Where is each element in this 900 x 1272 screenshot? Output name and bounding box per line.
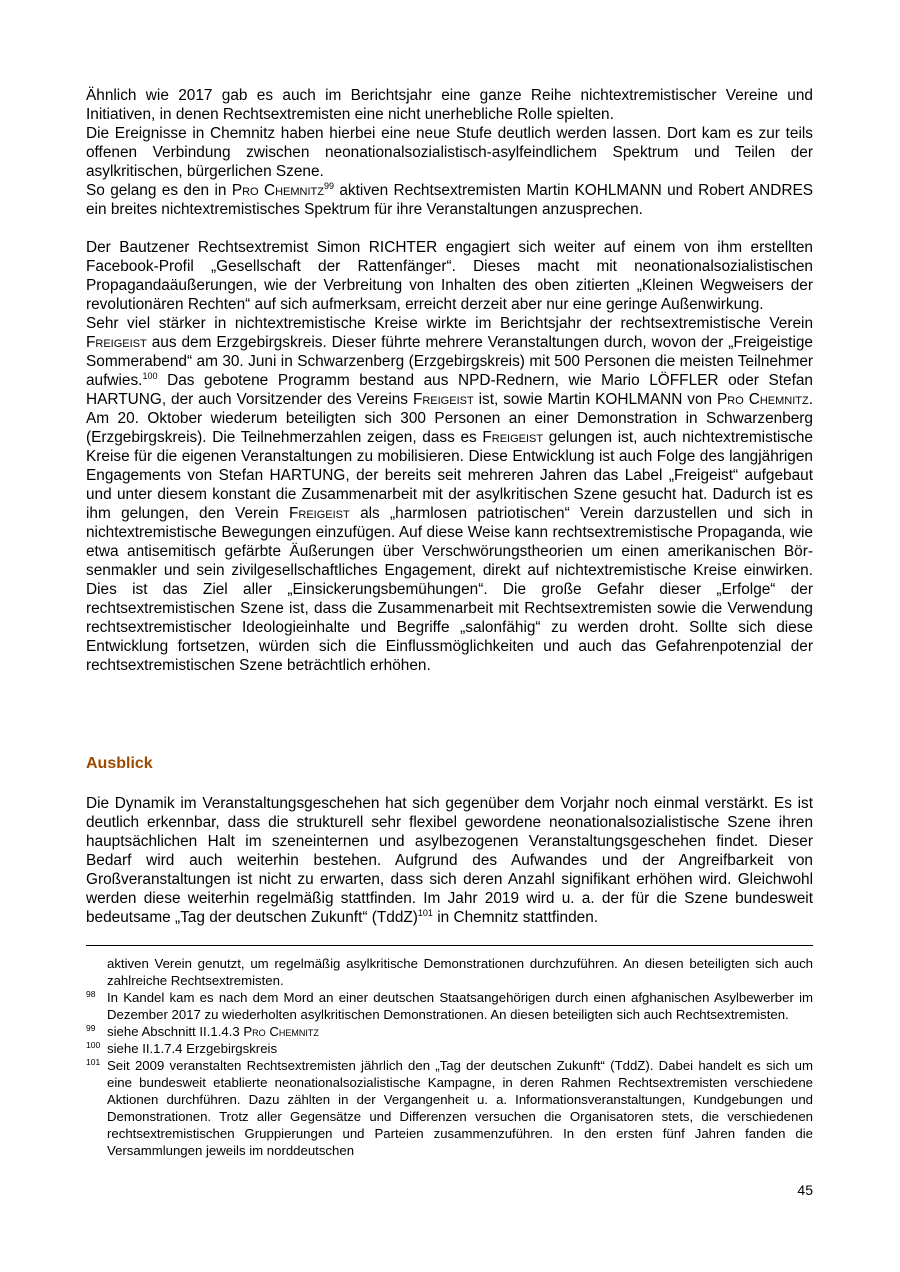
footnote-number: 100	[86, 1040, 101, 1050]
section-heading: Ausblick	[86, 755, 153, 772]
org-name: Pro Chemnitz	[243, 1024, 319, 1039]
org-name: Freigeist	[86, 334, 147, 351]
paragraph	[86, 794, 813, 927]
footnote	[86, 989, 813, 1023]
org-name: Freigeist	[289, 505, 350, 522]
text-run: So gelang es den in	[86, 182, 232, 199]
footnote-text: siehe Abschnitt II.1.4.3	[107, 1024, 244, 1039]
paragraph: Die Ereignisse in Chemnitz haben hierbei eine neue Stufe deutlich werden lassen. Dort kam es zur teils offenen Verbindung zwischen neonationalsozialistisch-asylfeindlichem Spektrum und Teilen der asylkritischen, bürgerlichen Szene.	[86, 125, 813, 180]
footnote-continuation: aktiven Verein genutzt, um regelmäßig asylkritische Demonstrationen durchzuführen. An diesen beteiligten sich auch zahlreiche Rechtsextremisten.	[107, 956, 813, 988]
paragraph: Der Bautzener Rechtsextremist Simon RICHTER engagiert sich weiter auf einem von ihm erstellten Facebook-Profil „Gesellschaft der Rattenfänger“. Dieses macht mit neonationalsozialistischen Propagandaäußerungen, wie der Verbreitung von Inhalten des oben zitierten „Kleinen Wegweisers der revolutionären Rechten“ auf sich aufmerksam, erreicht derzeit aber nur eine geringe Außenwirkung.	[86, 239, 813, 313]
footnote-text: In Kandel kam es nach dem Mord an einer deutschen Staatsangehörigen durch einen afghanischen Asylbewerber im Dezember 2017 zu wiederholten asylkritischen Demonstrationen. An diesen beteiligten sich auch Rechtsextremisten.	[107, 990, 813, 1022]
footnote	[86, 1023, 813, 1040]
text-run: aktiven Rechtsextremisten Martin KOHLMANN und Robert ANDRES ein breites nichtextremistisches Spektrum für ihre Veranstaltungen anzusprechen.	[86, 182, 813, 218]
footnote-number: 98	[86, 989, 96, 999]
org-name: Freigeist	[412, 391, 474, 408]
text-run: Das gebotene Programm bestand aus NPD-Rednern, wie Mario LÖFFLER oder Stefan HARTUNG, der auch Vorsitzender des Vereins	[86, 372, 813, 408]
footnote-ref: 101	[417, 908, 433, 918]
text-run: Die Dynamik im Veranstaltungsgeschehen hat sich gegenüber dem Vorjahr noch einmal verstärkt. Es ist deutlich erkennbar, dass die strukturell sehr flexibel gewordene neonationalsozialistische Szene ihren hauptsächlichen Halt im szeneinternen und asylbezogenen Veranstaltungsgeschehen findet. Dieser Bedarf wird auch weiterhin bestehen. Aufgrund des Aufwandes und der Angreifbarkeit von Großveranstaltungen ist nicht zu erwarten, dass sich deren Anzahl signifikant erhöhen wird. Gleichwohl werden diese weiterhin regelmäßig stattfinden. Im Jahr 2019 wird u. a. der für die Szene bundesweit bedeutsame „Tag der deutschen Zukunft“ (TddZ)	[86, 795, 813, 926]
footnote-number: 99	[86, 1023, 96, 1033]
paragraph	[86, 181, 813, 219]
text-run: aus dem Erzgebirgskreis. Dieser führte mehrere Veranstaltungen durch, wovon der „Freigeistige Sommerabend“ am 30. Juni in Schwarzenberg (Erzgebirgskreis) mit 500 Personen die meisten Teilnehmer aufwies.	[86, 334, 813, 389]
org-name: Freigeist	[482, 429, 544, 446]
paragraph	[86, 314, 813, 675]
footnote-divider	[86, 945, 813, 946]
outlook-section	[86, 794, 813, 927]
page-number: 45	[797, 1182, 813, 1198]
text-run: . Am 20. Oktober wiederum beteiligten sich 300 Personen an einer Demonstration in Schwarzenberg (Erzgebirgskreis). Die Teilnehmerzahlen zeigen, dass es	[86, 391, 813, 446]
body-text	[86, 86, 813, 675]
org-name: Pro Chemnitz	[231, 182, 324, 199]
text-run: gelungen ist, auch nichtextremistische Kreise für die eigenen Veranstaltungen zu mobilisieren. Diese Entwicklung ist auch Folge des langjährigen Engagements von Stefan HARTUNG, der bereits seit mehreren Jahren das Label „Freigeist“ aufgebaut und unter diesem konstant die Zusammenarbeit mit der asylkritischen Szene gesucht hat. Dadurch ist es ihm gelungen, den Verein	[86, 429, 813, 522]
footnote-ref: 100	[142, 371, 158, 381]
org-name: Pro Chemnitz	[717, 391, 809, 408]
text-run: Sehr viel stärker in nichtextremistische Kreise wirkte im Berichtsjahr der rechtsextremistische Verein	[86, 315, 813, 332]
footnote-text: Seit 2009 veranstalten Rechtsextremisten jährlich den „Tag der deutschen Zukunft“ (TddZ). Dabei handelt es sich um eine bundesweit etablierte neonationalsozialistische Kampagne, in deren Rahmen Rechtsextremisten verschiedene Aktionen durchführen. Dazu zählten in der Vergangenheit u. a. Informationsveranstaltungen, Kundgebungen und Demonstrationen. Trotz aller Gegensätze und Differenzen versuchen die Organisatoren stets, die verschiedenen rechtsextremistischen Gruppierungen und Parteien zusammenzuführen. In den ersten fünf Jahren fanden die Versammlungen jeweils im norddeutschen	[107, 1058, 813, 1158]
text-run: als „harmlosen patriotischen“ Verein darzustellen und sich in nichtextremistische Bewegungen einzufügen. Auf diese Weise kann rechtsextremistische Propaganda, wie etwa antisemitisch gefärbte Äußerungen über Verschwörungstheorien um einen amerikanischen Börsenmakler und sein zivilgesellschaftliches Engagement, direkt auf nichtextremistische Kreise einwirken. Dies ist das Ziel aller „Einsickerungsbemühungen“. Die große Gefahr dieser „Erfolge“ der rechtsextremistischen Szene ist, dass die Zusammenarbeit mit Rechtsextremisten sowie die Verwendung rechtsextremistischer Ideologieinhalte und Begriffe „salonfähig“ zu werden droht. Sollte sich diese Entwicklung fortsetzen, würden sich die Einflussmöglichkeiten und auch das Gefahrenpotenzial der rechtsextremistischen Szene beträchtlich erhöhen.	[86, 505, 813, 674]
text-run: ist, sowie Martin KOHLMANN von	[473, 391, 718, 408]
spacer	[86, 219, 813, 238]
footnote	[86, 1057, 813, 1159]
footnote-number: 101	[86, 1057, 101, 1067]
text-run: in Chemnitz stattfinden.	[432, 909, 599, 926]
footnotes	[86, 955, 813, 1159]
paragraph: Ähnlich wie 2017 gab es auch im Berichtsjahr eine ganze Reihe nichtextremistischer Vereine und Initiativen, in denen Rechtsextremisten eine nicht unerhebliche Rolle spielten.	[86, 87, 813, 123]
footnote	[86, 1040, 813, 1057]
footnote-ref: 99	[323, 181, 334, 191]
footnote-text: siehe II.1.7.4 Erzgebirgskreis	[107, 1041, 278, 1056]
